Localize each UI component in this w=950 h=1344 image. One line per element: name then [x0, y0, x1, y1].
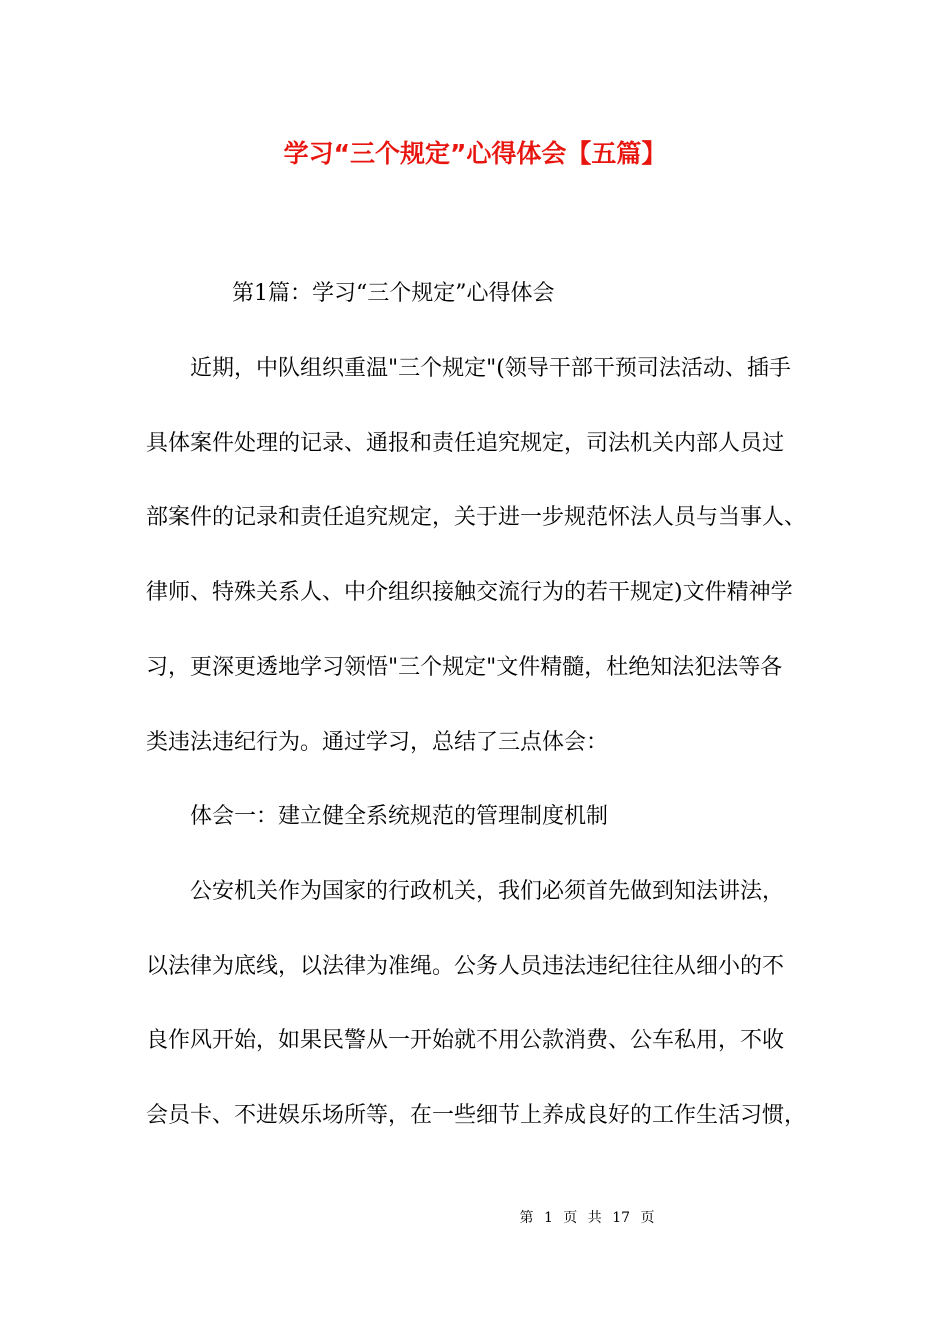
body-line: 良作风开始，如果民警从一开始就不用公款消费、公车私用，不收 [146, 1028, 785, 1053]
body-line: 部案件的记录和责任追究规定，关于进一步规范怀法人员与当事人、 [146, 505, 807, 530]
document-title: 学习“三个规定”心得体会【五篇】 [283, 139, 667, 168]
subsection-heading: 体会一：建立健全系统规范的管理制度机制 [190, 804, 609, 829]
body-line: 习，更深更透地学习领悟"三个规定"文件精髓，杜绝知法犯法等各 [146, 655, 783, 680]
body-line: 公安机关作为国家的行政机关，我们必须首先做到知法讲法， [190, 879, 785, 904]
body-line: 具体案件处理的记录、通报和责任追究规定，司法机关内部人员过 [146, 431, 785, 456]
body-line: 近期，中队组织重温"三个规定"(领导干部干预司法活动、插手 [190, 356, 791, 381]
page-footer [0, 1208, 950, 1228]
page-number: 第 1 页 共 17 页 [519, 1210, 655, 1226]
section-heading: 第1篇：学习“三个规定”心得体会 [232, 281, 555, 306]
body-line: 会员卡、不进娱乐场所等，在一些细节上养成良好的工作生活习惯， [146, 1103, 807, 1128]
body-line: 类违法违纪行为。通过学习，总结了三点体会： [146, 730, 609, 755]
body-line: 以法律为底线，以法律为准绳。公务人员违法违纪往往从细小的不 [146, 954, 785, 979]
body-line: 律师、特殊关系人、中介组织接触交流行为的若干规定)文件精神学 [146, 580, 793, 605]
